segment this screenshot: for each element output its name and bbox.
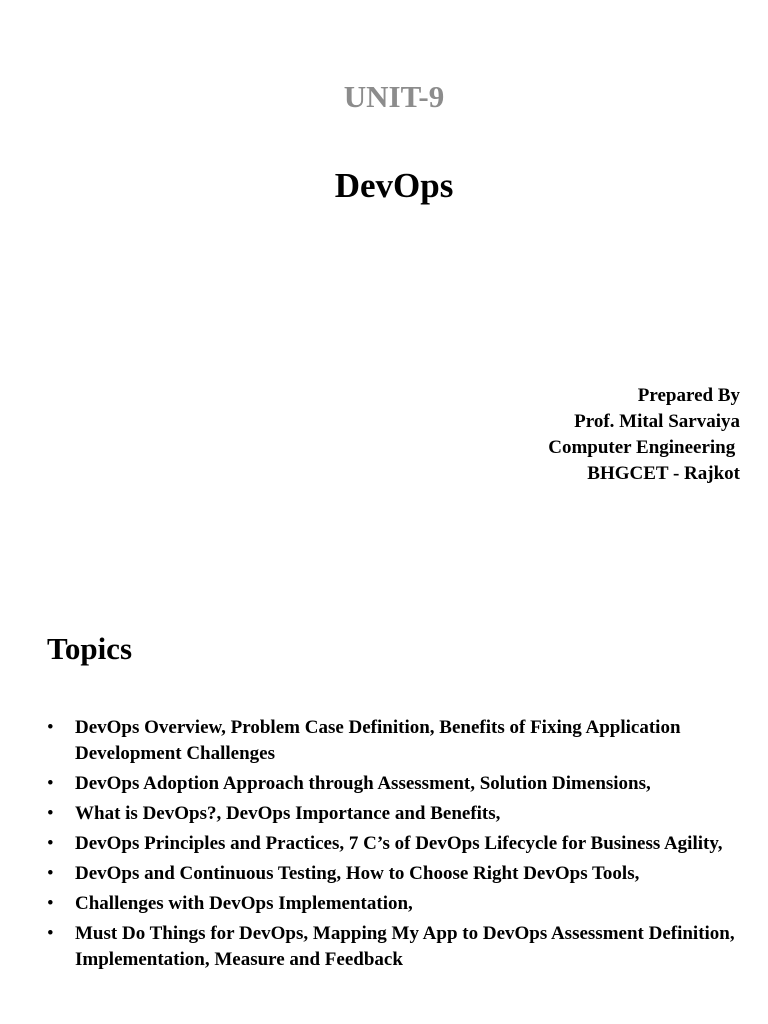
unit-label: UNIT-9 [343, 79, 445, 114]
list-item [47, 801, 747, 827]
list-item [47, 831, 747, 857]
topic-text: DevOps and Continuous Testing, How to Choose Right DevOps Tools, [75, 863, 640, 884]
bullet-icon: • [47, 893, 54, 914]
bullet-icon: • [47, 773, 54, 794]
topic-text: Must Do Things for DevOps, Mapping My App to DevOps Assessment Definition, Implementation, Measure and Feedback [75, 923, 735, 970]
list-item [47, 921, 747, 973]
topic-text: DevOps Adoption Approach through Assessment, Solution Dimensions, [75, 773, 651, 794]
list-item [47, 861, 747, 887]
bullet-icon: • [47, 863, 54, 884]
topic-text: DevOps Overview, Problem Case Definition, Benefits of Fixing Application Development Challenges [75, 717, 681, 764]
bullet-icon: • [47, 717, 54, 738]
list-item [47, 715, 747, 767]
author-block [548, 383, 740, 487]
list-item [47, 771, 747, 797]
bullet-icon: • [47, 923, 54, 944]
list-item [47, 891, 747, 917]
department: Computer Engineering [548, 437, 740, 458]
topics-heading: Topics [47, 631, 133, 666]
topic-text: What is DevOps?, DevOps Importance and Benefits, [75, 803, 501, 824]
topics-slide [0, 576, 768, 1024]
topic-text: Challenges with DevOps Implementation, [75, 893, 413, 914]
institution: BHGCET - Rajkot [587, 463, 740, 484]
subject-title: DevOps [334, 166, 454, 205]
topic-text: DevOps Principles and Practices, 7 C’s of DevOps Lifecycle for Business Agility, [75, 833, 723, 854]
bullet-icon: • [47, 833, 54, 854]
author-name: Prof. Mital Sarvaiya [574, 411, 740, 432]
bullet-icon: • [47, 803, 54, 824]
topics-list [47, 715, 747, 977]
prepared-by-label: Prepared By [637, 385, 740, 406]
